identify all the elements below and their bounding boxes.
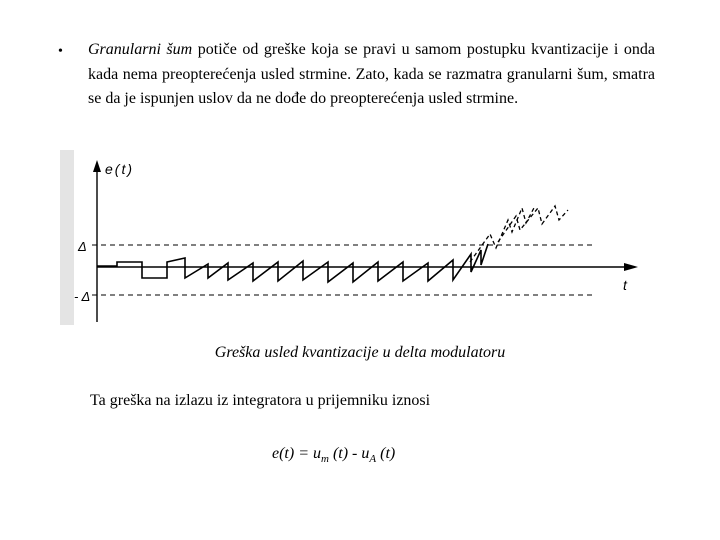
figure-caption: Greška usled kvantizacije u delta modulatoru <box>214 344 506 361</box>
minus-delta-label: - Δ <box>74 289 91 304</box>
paragraph-text: potiče od greške koja se pravi u samom postupku kvantizacije i onda kada nema preopterećenja usled strmine. Zato, kada se razmatra granularni šum, smatra se da je ispunjen uslov da ne dođe do preopterećenja usled strmine. <box>88 41 655 107</box>
x-axis-label: t <box>623 277 627 293</box>
y-axis-label: e(t) <box>105 161 134 177</box>
formula-rhs: (t) <box>376 445 396 462</box>
overload-dashed-waveform-b <box>498 206 568 242</box>
paragraph-italic-term: Granularni šum <box>88 41 193 58</box>
formula-sub-a: A <box>369 453 377 466</box>
waveform-diagram <box>60 150 650 325</box>
formula-sub-m: m <box>321 453 329 466</box>
x-axis-arrow-icon <box>624 263 638 271</box>
body-sentence: Ta greška na izlazu iz integratora u prijemniku iznosi <box>90 392 431 409</box>
delta-label: Δ <box>78 239 87 254</box>
formula-mid: (t) - u <box>328 445 370 462</box>
scan-edge-shadow <box>60 150 74 325</box>
quantization-error-figure <box>60 150 650 325</box>
y-axis-arrow-icon <box>93 160 101 172</box>
formula-lhs: e(t) = u <box>272 445 321 462</box>
error-formula <box>272 445 395 465</box>
paragraph <box>88 38 655 112</box>
granular-noise-waveform <box>97 244 488 282</box>
bullet-marker: • <box>58 44 63 59</box>
